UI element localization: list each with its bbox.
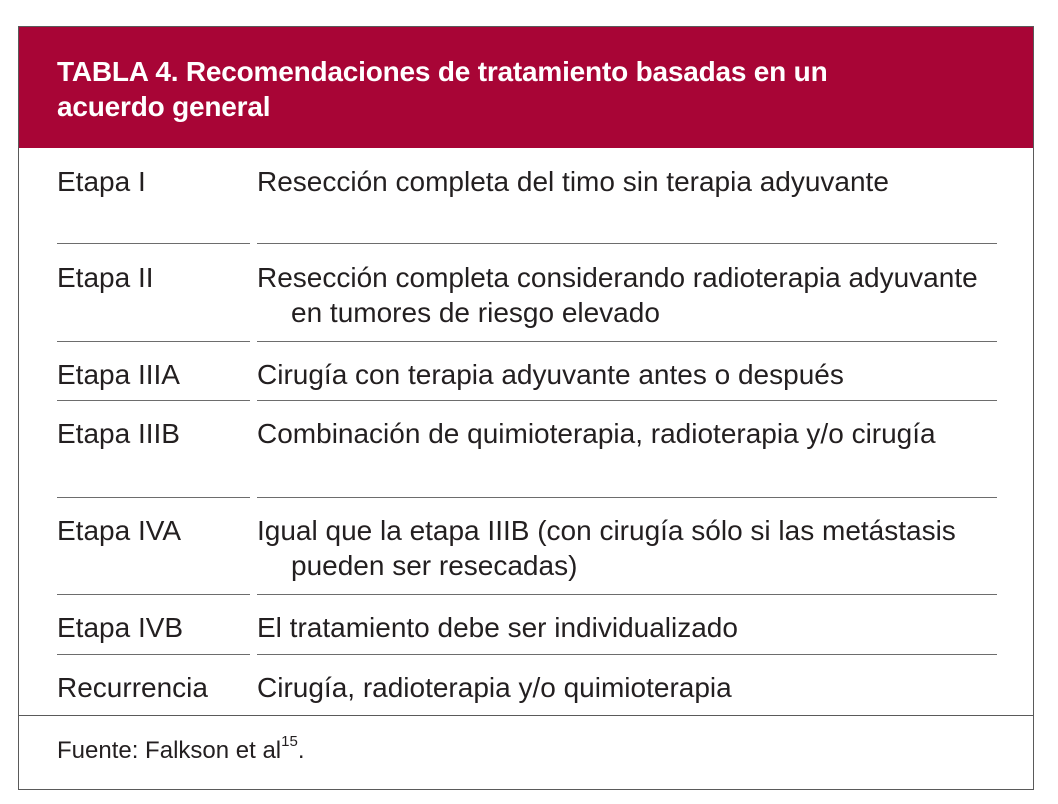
stage-cell: Etapa IIIA bbox=[57, 359, 180, 390]
stage-cell: Etapa IIIB bbox=[57, 418, 180, 449]
stage-cell: Etapa II bbox=[57, 262, 154, 293]
row-divider bbox=[57, 341, 250, 342]
row-divider bbox=[57, 243, 250, 244]
recommendation-cell: Cirugía, radioterapia y/o quimioterapia bbox=[257, 672, 732, 703]
source-text: Fuente: Falkson et al bbox=[57, 737, 282, 764]
table-source bbox=[57, 727, 304, 768]
table-header bbox=[19, 27, 1033, 148]
recommendation-cell: El tratamiento debe ser individualizado bbox=[257, 612, 738, 643]
row-divider bbox=[257, 243, 997, 244]
row-divider bbox=[257, 497, 997, 498]
source-suffix: . bbox=[297, 737, 305, 764]
recommendation-cell: Resección completa del timo sin terapia adyuvante bbox=[257, 166, 889, 197]
row-divider bbox=[257, 654, 997, 655]
stage-cell: Etapa IVB bbox=[57, 612, 184, 643]
recommendation-cell: Cirugía con terapia adyuvante antes o después bbox=[257, 359, 844, 390]
treatment-table bbox=[18, 26, 1034, 790]
row-divider bbox=[57, 400, 250, 401]
source-reference: 15 bbox=[281, 733, 298, 750]
row-divider bbox=[57, 654, 250, 655]
stage-cell: Etapa IVA bbox=[57, 515, 182, 546]
recommendation-cell: Combinación de quimioterapia, radioterapia y/o cirugía bbox=[257, 418, 936, 449]
row-divider bbox=[57, 497, 250, 498]
row-divider bbox=[57, 594, 250, 595]
recommendation-cell: Igual que la etapa IIIB (con cirugía sólo si las metástasis pueden ser resecadas) bbox=[257, 515, 956, 581]
footer-divider bbox=[19, 715, 1033, 716]
row-divider bbox=[257, 341, 997, 342]
recommendation-cell: Resección completa considerando radioterapia adyuvante en tumores de riesgo elevado bbox=[257, 262, 978, 328]
stage-cell: Recurrencia bbox=[57, 672, 208, 703]
row-divider bbox=[257, 400, 997, 401]
table-title: TABLA 4. Recomendaciones de tratamiento basadas en un acuerdo general bbox=[57, 56, 828, 122]
row-divider bbox=[257, 594, 997, 595]
stage-cell: Etapa I bbox=[57, 166, 146, 197]
